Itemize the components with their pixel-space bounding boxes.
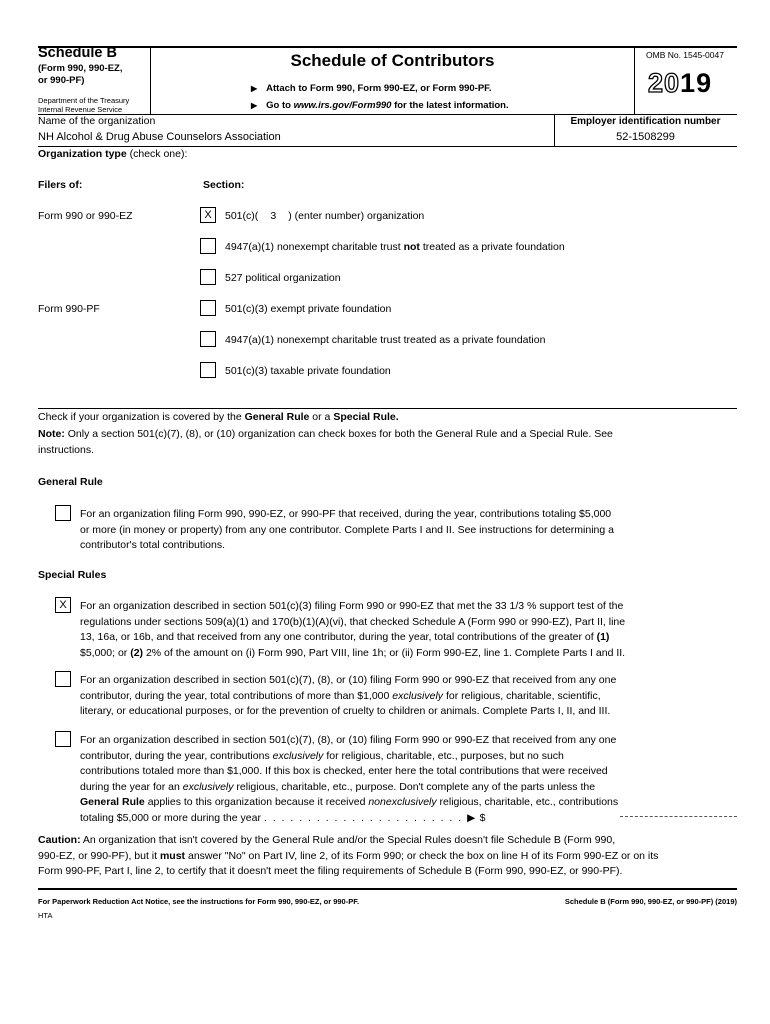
footer-hta: HTA: [38, 911, 53, 920]
rule3-line2-text: contributor, during the year, contributions: [80, 749, 273, 762]
checkbox-501c3-exempt-pf[interactable]: [200, 300, 216, 316]
section-label: Section:: [203, 179, 245, 191]
note-label: Note:: [38, 428, 65, 440]
option-527: 527 political organization: [225, 272, 341, 284]
checkbox-special-rule-1[interactable]: X: [55, 597, 71, 613]
note-paragraph: [38, 427, 728, 458]
omb-number: OMB No. 1545-0047: [646, 50, 724, 60]
contribution-amount-field[interactable]: [620, 816, 737, 817]
org-name-label: Name of the organization: [38, 115, 156, 127]
option-501c: [225, 210, 424, 222]
rule3-line: [80, 780, 618, 796]
attach-text: Attach to Form 990, Form 990-EZ, or Form 990-PF.: [266, 83, 492, 94]
rule3-line4-text: during the year for an: [80, 780, 183, 793]
checkbox-special-rule-2[interactable]: [55, 671, 71, 687]
rule3-line: For an organization described in section 501(c)(7), (8), or (10) filing Form 990 or 990-EZ that received from any one: [80, 734, 617, 746]
org-mid-rule: [38, 146, 737, 147]
checkbox-527[interactable]: [200, 269, 216, 285]
check-prefix: Check if your organization is covered by the: [38, 411, 245, 423]
goto-instruction: [251, 100, 509, 111]
check-special-rule: Special Rule.: [333, 411, 399, 423]
check-general-rule: General Rule: [244, 411, 310, 423]
dept-line2: Internal Revenue Service: [38, 105, 123, 114]
option-4947-not: not: [403, 241, 420, 253]
form-990pf-label: Form 990-PF: [38, 303, 100, 315]
form-990-label: Form 990 or 990-EZ: [38, 210, 133, 222]
rule3-line4-rest: religious, charitable, etc., purpose. Don't complete any of the parts unless the: [233, 780, 596, 793]
leader-dots: . . . . . . . . . . . . . . . . . . . . . . . ▶: [263, 811, 477, 824]
rule1-line: regulations under sections 509(a)(1) and 170(b)(1)(A)(vi), that checked Schedule A (Form 990 or 990-EZ), Part II, line: [80, 615, 626, 628]
rule3-line2-rest: for religious, charitable, etc., purposes, but no such: [323, 749, 564, 762]
ein-label: Employer identification number: [570, 116, 721, 127]
special-rule-2-text: [80, 673, 616, 720]
checkbox-general-rule[interactable]: [55, 505, 71, 521]
option-4947-suffix: treated as a private foundation: [419, 241, 565, 253]
checkbox-4947-pf[interactable]: [200, 331, 216, 347]
irs-link[interactable]: www.irs.gov/Form990: [293, 100, 392, 111]
ein-value[interactable]: 52-1508299: [616, 131, 675, 143]
rule3-line6-text: totaling $5,000 or more during the year: [80, 811, 261, 824]
dollar-sign: $: [479, 811, 486, 824]
rule3-exclusively: exclusively: [272, 749, 324, 762]
rule1-line: [80, 646, 625, 662]
header-divider-right: [634, 46, 635, 114]
org-name-value[interactable]: NH Alcohol & Drug Abuse Counselors Association: [38, 131, 281, 143]
filers-of-label: Filers of:: [38, 179, 83, 191]
rule2-line2-rest: for religious, charitable, scientific,: [443, 689, 601, 702]
caution-line: answer "No" on Part IV, line 2, of its Form 990; or check the box on line H of its Form 990-EZ or on its: [185, 849, 659, 862]
general-rule-line: For an organization filing Form 990, 990-EZ, or 990-PF that received, during the year, contributions totaling $5,000: [80, 508, 612, 520]
checkbox-501c[interactable]: X: [200, 207, 216, 223]
attach-instruction: [251, 83, 492, 94]
rule3-line: [80, 795, 618, 811]
caution-line: 990-EZ, or 990-PF), but it: [38, 849, 160, 862]
tax-year: [648, 68, 712, 99]
goto-prefix: Go to: [266, 100, 294, 111]
checkbox-special-rule-3[interactable]: [55, 731, 71, 747]
rule1-line: [80, 630, 625, 646]
rule3-line: contributions totaled more than $1,000. If this box is checked, enter here the total contributions that were received: [80, 765, 608, 777]
rule1-line3-text: 13, 16a, or 16b, and that received from any one contributor, during the year, total contributions of the greater of: [80, 631, 597, 643]
special-rules-heading: Special Rules: [38, 569, 107, 581]
option-501c3-exempt-pf: 501(c)(3) exempt private foundation: [225, 303, 392, 315]
note-text-2: instructions.: [38, 443, 95, 456]
checkbox-501c3-taxable-pf[interactable]: [200, 362, 216, 378]
caution-paragraph: [38, 833, 733, 880]
caution-label: Caution:: [38, 834, 81, 846]
check-line: [38, 410, 399, 426]
arrow-icon: ▶: [251, 101, 258, 110]
main-title: Schedule of Contributors: [290, 51, 495, 70]
form-ref-line2: or 990-PF): [38, 75, 85, 86]
option-501c-prefix: 501(c)(: [225, 210, 259, 222]
org-type-row: [38, 148, 187, 160]
rule2-line: literary, or educational purposes, or for the prevention of cruelty to children or animals. Complete Parts I, II, and III.: [80, 705, 611, 717]
check-section-rule: [38, 408, 737, 409]
top-rule: [38, 46, 737, 48]
dept-line1: Department of the Treasury: [38, 96, 130, 105]
arrow-icon: ▶: [251, 84, 258, 93]
rule2-line: For an organization described in section 501(c)(7), (8), or (10) filing Form 990 or 990-EZ that received from any one: [80, 674, 617, 686]
checkbox-4947-nonexempt[interactable]: [200, 238, 216, 254]
rule3-line: [80, 811, 618, 827]
department: [38, 96, 129, 114]
rule1-line4-text: $5,000; or: [80, 646, 131, 659]
form-reference: [38, 63, 122, 87]
form-ref-line1: (Form 990, 990-EZ,: [38, 63, 123, 74]
note-text: Only a section 501(c)(7), (8), or (10) organization can check boxes for both the General Rule and a Special Rule. See: [64, 428, 613, 440]
rule1-line4-rest: 2% of the amount on (i) Form 990, Part VIII, line 1h; or (ii) Form 990-EZ, line 1. Complete Parts I and II.: [143, 646, 626, 659]
general-rule-line: contributor's total contributions.: [80, 539, 225, 551]
rule3-line5-text: applies to this organization because it received: [144, 796, 369, 808]
special-rule-3-text: [80, 733, 618, 826]
rule1-option-2: (2): [130, 646, 144, 659]
general-rule-line: or more (in money or property) from any one contributor. Complete Parts I and II. See instructions for determining a: [80, 523, 614, 536]
year-outline: 20: [648, 68, 681, 98]
rule2-exclusively: exclusively: [392, 689, 444, 702]
option-4947-pf: 4947(a)(1) nonexempt charitable trust treated as a private foundation: [225, 334, 546, 346]
section-number-field[interactable]: 3: [270, 210, 277, 222]
footer-form-id: Schedule B (Form 990, 990-EZ, or 990-PF) (2019): [564, 897, 737, 906]
rule3-general-rule: General Rule: [80, 796, 145, 808]
goto-suffix: for the latest information.: [391, 100, 509, 111]
rule3-line: [80, 749, 618, 765]
special-rule-1-text: [80, 599, 625, 661]
rule1-line: For an organization described in section 501(c)(3) filing Form 990 or 990-EZ that met the 33 1/3 % support test of the: [80, 600, 624, 612]
caution-line: Form 990-PF, Part I, line 2, to certify that it doesn't meet the filing requirements of Schedule B (Form 990, 990-EZ, or 990-PF).: [38, 865, 623, 877]
check-mid: or a: [309, 411, 334, 423]
schedule-title: Schedule B: [38, 45, 117, 61]
rule2-line2-text: contributor, during the year, total contributions of more than $1,000: [80, 689, 393, 702]
general-rule-text: [80, 507, 614, 554]
caution-line: An organization that isn't covered by the General Rule and/or the Special Rules doesn't file Schedule B (Form 990,: [80, 834, 616, 846]
option-501c3-taxable-pf: 501(c)(3) taxable private foundation: [225, 365, 391, 377]
year-bold: 19: [680, 68, 713, 98]
org-type-hint: (check one):: [126, 148, 188, 160]
option-4947-prefix: 4947(a)(1) nonexempt charitable trust: [225, 241, 404, 253]
caution-must: must: [159, 849, 186, 862]
footer-rule: [38, 888, 737, 890]
rule3-nonexclusively: nonexclusively: [368, 796, 437, 808]
rule2-line: [80, 689, 616, 705]
rule1-option-1: (1): [596, 631, 610, 643]
option-4947-nonexempt: [225, 241, 565, 253]
option-501c-suffix: ) (enter number) organization: [288, 210, 425, 222]
org-type-label: Organization type: [38, 148, 127, 160]
rule3-line5-rest: religious, charitable, etc., contributions: [436, 796, 619, 808]
footer-paperwork-notice: For Paperwork Reduction Act Notice, see the instructions for Form 990, 990-EZ, or 990-PF.: [38, 897, 360, 906]
general-rule-heading: General Rule: [38, 476, 103, 488]
rule3-exclusively-2: exclusively: [182, 780, 234, 793]
